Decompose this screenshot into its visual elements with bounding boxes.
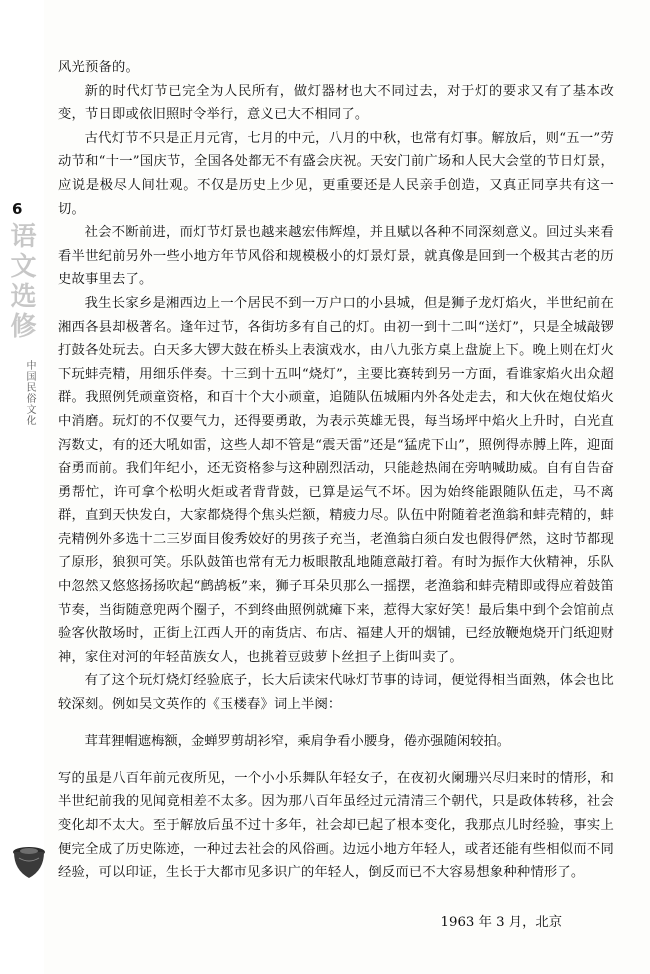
quoted-poem-line: 茸茸狸帽遮梅额，金蝉罗剪胡衫窄，乘肩争看小腰身，倦亦强随闲较拍。	[84, 733, 511, 749]
article-body	[58, 56, 614, 930]
left-margin-band	[0, 0, 44, 974]
paragraph: 写的虽是八百年前元夜所见，一个小小乐舞队年轻女子，在夜初火阑珊兴尽归来时的情形，和半世纪前我的见闻竟相差不太多。因为那八百年虽经过元清清三个朝代，只是政体转移，社会变化却不太大。至于解放后虽不过十多年，社会却已起了根本变化，我那点儿时经验，事实上便完全成了历史陈迹，一种过去社会的风俗画。边远小地方年轻人，或者还能有些相似而不同经验，可以印证，生长于大都市见多识广的年轻人，倒反而已不大容易想象种种情形了。	[58, 770, 614, 881]
book-series-title-char-1: 语	[10, 222, 38, 252]
book-series-title-char-3: 选	[10, 282, 38, 312]
paragraph: 新的时代灯节已完全为人民所有，做灯器材也大不同过去，对于灯的要求又有了基本改变，节日即或依旧照时令举行，意义已大不相同了。	[58, 83, 614, 123]
book-series-title	[4, 222, 44, 342]
book-subtitle: 中国民俗文化	[24, 360, 35, 426]
paragraph: 古代灯节不只是正月元宵，七月的中元，八月的中秋，也常有灯事。解放后，则“五一”劳动节和“十一”国庆节，全国各处都无不有盛会庆祝。天安门前广场和人民大会堂的节日灯景，应说是极尽人间壮观。不仅是历史上少见，更重要还是人民亲手创造，又真正同享共有这一切。	[58, 130, 614, 217]
paragraph: 风光预备的。	[58, 60, 139, 75]
article-signature: 1963 年 3 月，北京	[440, 914, 562, 930]
paragraph-with-poem-intro: 有了这个玩灯烧灯经验底子，长大后读宋代咏灯节事的诗词，便觉得相当面熟，体会也比较深刻。例如吴文英作的《玉楼春》词上半阕：	[58, 673, 614, 713]
book-series-title-char-2: 文	[10, 252, 38, 282]
page-number: 6	[12, 200, 23, 218]
paragraph: 我生长家乡是湘西边上一个居民不到一万户口的小县城，但是狮子龙灯焰火，半世纪前在湘西各县却极著名。逢年过节，各街坊多有自己的灯。由初一到十二叫“送灯”，只是全城敲锣打鼓各处玩去。白天多大锣大鼓在桥头上表演戏水，由八九张方桌上盘旋上下。晚上则在灯火下玩蚌壳精，用细乐伴奏。十三到十五叫“烧灯”，主要比赛转到另一方面，看谁家焰火出众超群。我照例凭顽童资格，和百十个大小顽童，追随队伍城厢内外各处走去，和大伙在炮仗焰火中消磨。玩灯的不仅要气力，还得要勇敢，为表示英雄无畏，每当场坪中焰火上升时，白光直泻数丈，有的还大吼如雷，这些人却不管是“震天雷”还是“猛虎下山”，照例得赤膊上阵，迎面奋勇而前。我们年纪小，还无资格参与这种剧烈活动，只能趁热闹在旁呐喊助威。自有自告奋勇帮忙，许可拿个松明火炬或者背背鼓，已算是运气不坏。因为始终能跟随队伍走，马不离群，直到天快发白，大家都烧得个焦头烂额，精疲力尽。队伍中附随着老渔翁和蚌壳精的，蚌壳精例外多选十二三岁面目俊秀姣好的男孩子充当，老渔翁白须白发也假得俨然，这时节都现了原形，狼狈可笑。乐队鼓笛也常有无力板眼散乱地随意敲打着。有时为振作大伙精神，乐队中忽然又悠悠扬扬吹起“鹧鸪板”来，狮子耳朵贝那么一摇摆，老渔翁和蚌壳精即或得应着鼓笛节奏，当街随意兜两个圈子，不到终曲照例就瘫下来，惹得大家好笑！最后集中到个会馆前点验客伙散场时，正街上江西人开的南货店、布店、福建人开的烟铺，已经放鞭炮烧开门纸迎财神，家住对河的年轻苗族女人，也挑着豆豉萝卜丝担子上街叫卖了。	[58, 295, 614, 665]
paragraph: 社会不断前进，而灯节灯景也越来越宏伟辉煌，并且赋以各种不同深刻意义。回过头来看看半世纪前另外一些小地方年节风俗和规模极小的灯景灯景，就真像是回到一个极其古老的历史故事里去了。	[58, 225, 614, 288]
book-series-title-char-4: 修	[10, 312, 38, 342]
ink-seal-stamp	[6, 838, 52, 884]
